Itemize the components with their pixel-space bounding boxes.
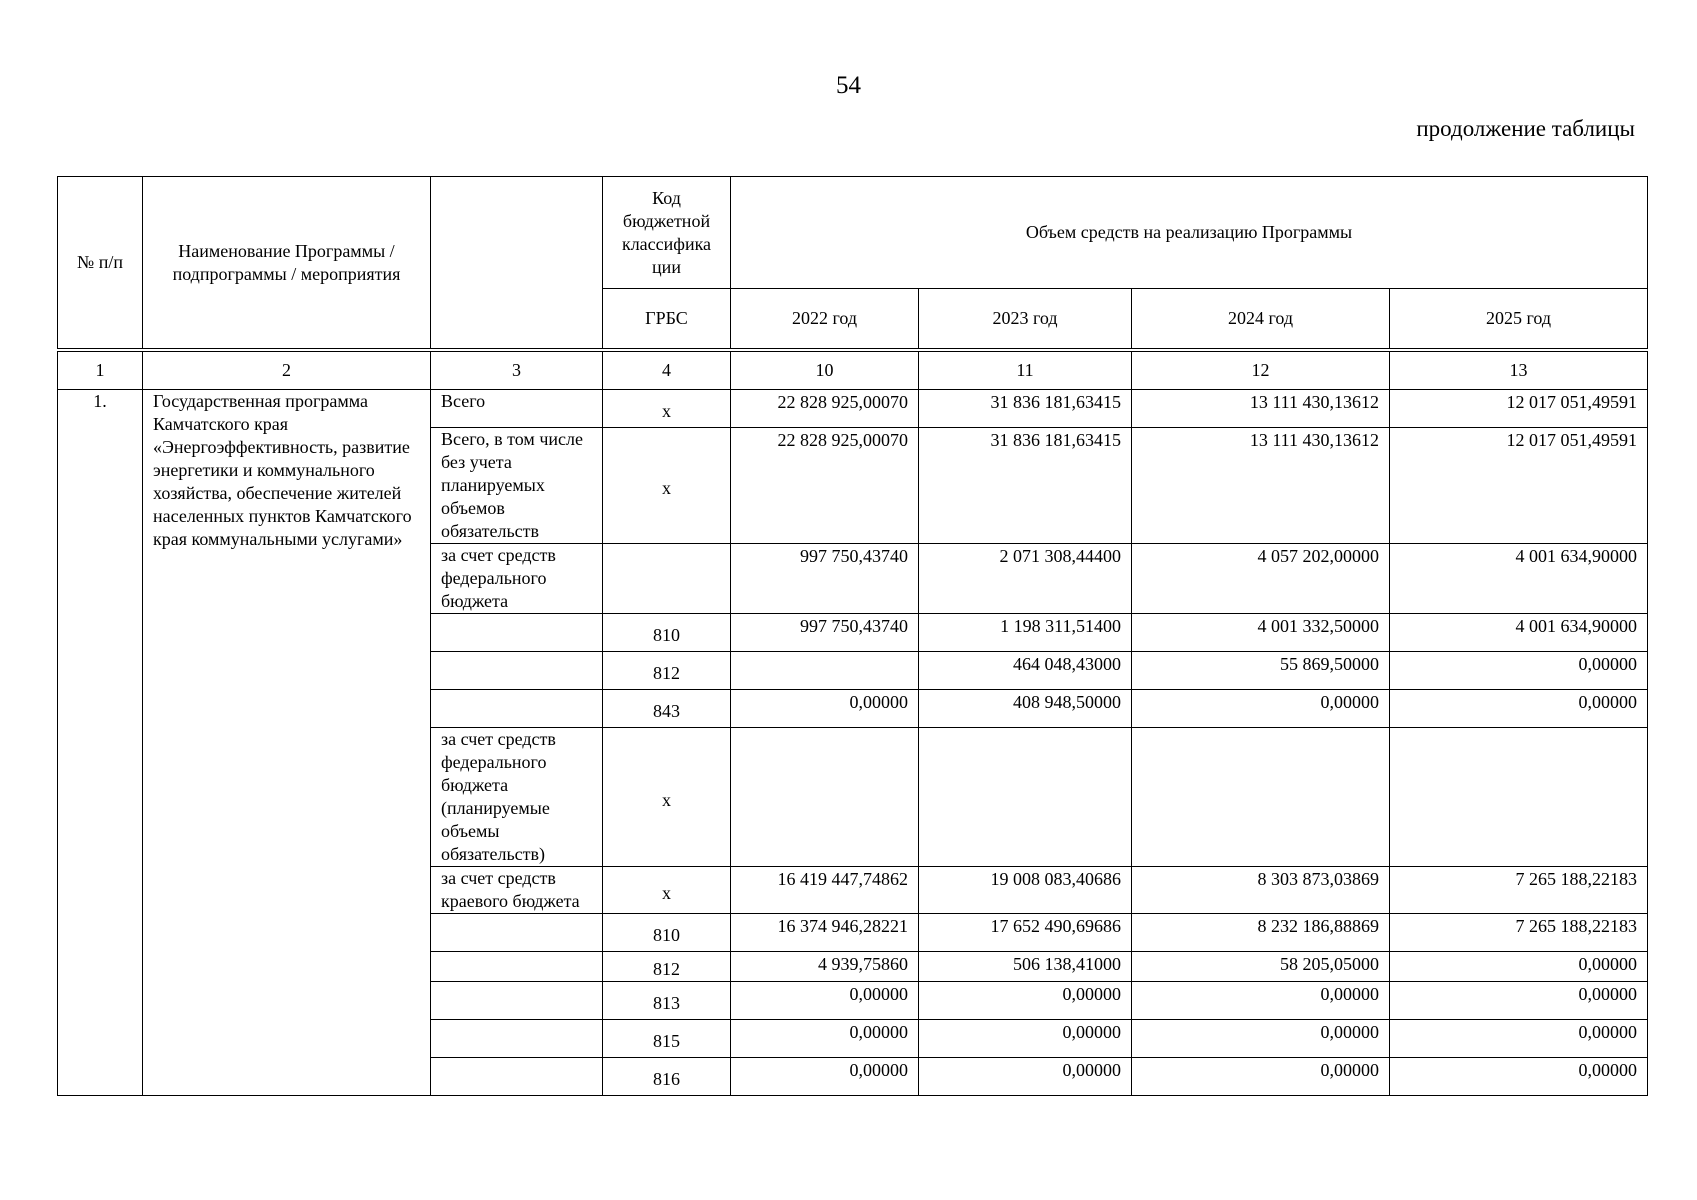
value-2025: 12 017 051,49591 bbox=[1390, 428, 1648, 544]
value-2024: 0,00000 bbox=[1132, 1058, 1390, 1096]
value-2025 bbox=[1390, 728, 1648, 867]
header-col-empty bbox=[431, 177, 603, 349]
row-category bbox=[431, 690, 603, 728]
value-2023 bbox=[919, 728, 1132, 867]
value-2022: 0,00000 bbox=[731, 1020, 919, 1058]
header-col-grbs: ГРБС bbox=[603, 289, 731, 349]
row-code: 815 bbox=[603, 1020, 731, 1058]
value-2022: 22 828 925,00070 bbox=[731, 428, 919, 544]
value-2024: 58 205,05000 bbox=[1132, 952, 1390, 982]
value-2022: 997 750,43740 bbox=[731, 544, 919, 614]
value-2025: 0,00000 bbox=[1390, 652, 1648, 690]
header-year-2024: 2024 год bbox=[1132, 289, 1390, 349]
row-code: х bbox=[603, 428, 731, 544]
value-2023: 31 836 181,63415 bbox=[919, 428, 1132, 544]
value-2022: 0,00000 bbox=[731, 1058, 919, 1096]
value-2024 bbox=[1132, 728, 1390, 867]
value-2024: 0,00000 bbox=[1132, 1020, 1390, 1058]
value-2024: 4 001 332,50000 bbox=[1132, 614, 1390, 652]
row-category bbox=[431, 914, 603, 952]
page-number: 54 bbox=[836, 72, 861, 99]
row-code: 812 bbox=[603, 652, 731, 690]
header-year-2025: 2025 год bbox=[1390, 289, 1648, 349]
value-2023: 1 198 311,51400 bbox=[919, 614, 1132, 652]
value-2025: 0,00000 bbox=[1390, 1020, 1648, 1058]
row-code: 812 bbox=[603, 952, 731, 982]
value-2023: 506 138,41000 bbox=[919, 952, 1132, 982]
value-2024: 55 869,50000 bbox=[1132, 652, 1390, 690]
value-2024: 0,00000 bbox=[1132, 690, 1390, 728]
column-number: 13 bbox=[1390, 352, 1648, 390]
value-2023: 0,00000 bbox=[919, 982, 1132, 1020]
value-2025: 0,00000 bbox=[1390, 982, 1648, 1020]
value-2025: 7 265 188,22183 bbox=[1390, 914, 1648, 952]
value-2023: 31 836 181,63415 bbox=[919, 390, 1132, 428]
value-2022 bbox=[731, 728, 919, 867]
column-number: 2 bbox=[143, 352, 431, 390]
table-row bbox=[58, 390, 1648, 428]
row-code bbox=[603, 544, 731, 614]
program-name: Государственная программа Камчатского края «Энергоэффективность, развитие энергетики и коммунального хозяйства, обеспечение жителей населенных пунктов Камчатского края коммунальными услугами» bbox=[143, 390, 431, 1096]
value-2025: 0,00000 bbox=[1390, 690, 1648, 728]
column-number: 4 bbox=[603, 352, 731, 390]
header-col-code: Код бюджетной классифика ции bbox=[603, 177, 731, 289]
row-code: х bbox=[603, 390, 731, 428]
value-2022: 4 939,75860 bbox=[731, 952, 919, 982]
row-category: Всего, в том числе без учета планируемых объемов обязательств bbox=[431, 428, 603, 544]
value-2023: 408 948,50000 bbox=[919, 690, 1132, 728]
column-number: 11 bbox=[919, 352, 1132, 390]
column-number: 12 bbox=[1132, 352, 1390, 390]
header-year-2023: 2023 год bbox=[919, 289, 1132, 349]
value-2022: 16 374 946,28221 bbox=[731, 914, 919, 952]
value-2022: 16 419 447,74862 bbox=[731, 867, 919, 914]
value-2025: 12 017 051,49591 bbox=[1390, 390, 1648, 428]
value-2023: 0,00000 bbox=[919, 1020, 1132, 1058]
row-category: Всего bbox=[431, 390, 603, 428]
column-number: 10 bbox=[731, 352, 919, 390]
header-row-1 bbox=[58, 177, 1648, 289]
row-category: за счет средств федерального бюджета bbox=[431, 544, 603, 614]
value-2024: 8 303 873,03869 bbox=[1132, 867, 1390, 914]
row-category bbox=[431, 614, 603, 652]
row-code: 816 bbox=[603, 1058, 731, 1096]
row-category: за счет средств краевого бюджета bbox=[431, 867, 603, 914]
row-category bbox=[431, 652, 603, 690]
value-2023: 17 652 490,69686 bbox=[919, 914, 1132, 952]
value-2024: 4 057 202,00000 bbox=[1132, 544, 1390, 614]
row-code: 843 bbox=[603, 690, 731, 728]
header-col-name: Наименование Программы / подпрограммы / мероприятия bbox=[143, 177, 431, 349]
value-2025: 0,00000 bbox=[1390, 1058, 1648, 1096]
row-category bbox=[431, 1020, 603, 1058]
column-number-row bbox=[58, 352, 1648, 390]
value-2025: 4 001 634,90000 bbox=[1390, 614, 1648, 652]
value-2023: 2 071 308,44400 bbox=[919, 544, 1132, 614]
row-code: 810 bbox=[603, 614, 731, 652]
value-2024: 13 111 430,13612 bbox=[1132, 390, 1390, 428]
column-number: 1 bbox=[58, 352, 143, 390]
value-2023: 0,00000 bbox=[919, 1058, 1132, 1096]
value-2025: 0,00000 bbox=[1390, 952, 1648, 982]
row-category bbox=[431, 952, 603, 982]
value-2025: 7 265 188,22183 bbox=[1390, 867, 1648, 914]
row-code: 810 bbox=[603, 914, 731, 952]
row-code: х bbox=[603, 728, 731, 867]
column-number: 3 bbox=[431, 352, 603, 390]
program-number: 1. bbox=[58, 390, 143, 1096]
row-code: 813 bbox=[603, 982, 731, 1020]
value-2022: 22 828 925,00070 bbox=[731, 390, 919, 428]
budget-table bbox=[57, 176, 1648, 1096]
header-col-volume: Объем средств на реализацию Программы bbox=[731, 177, 1648, 289]
value-2022 bbox=[731, 652, 919, 690]
value-2023: 19 008 083,40686 bbox=[919, 867, 1132, 914]
header-year-2022: 2022 год bbox=[731, 289, 919, 349]
value-2024: 8 232 186,88869 bbox=[1132, 914, 1390, 952]
row-category bbox=[431, 982, 603, 1020]
value-2025: 4 001 634,90000 bbox=[1390, 544, 1648, 614]
continuation-label: продолжение таблицы bbox=[1416, 116, 1635, 141]
header-col-no: № п/п bbox=[58, 177, 143, 349]
row-category bbox=[431, 1058, 603, 1096]
value-2024: 13 111 430,13612 bbox=[1132, 428, 1390, 544]
row-category: за счет средств федерального бюджета (планируемые объемы обязательств) bbox=[431, 728, 603, 867]
value-2022: 997 750,43740 bbox=[731, 614, 919, 652]
value-2024: 0,00000 bbox=[1132, 982, 1390, 1020]
value-2022: 0,00000 bbox=[731, 982, 919, 1020]
value-2022: 0,00000 bbox=[731, 690, 919, 728]
value-2023: 464 048,43000 bbox=[919, 652, 1132, 690]
row-code: х bbox=[603, 867, 731, 914]
